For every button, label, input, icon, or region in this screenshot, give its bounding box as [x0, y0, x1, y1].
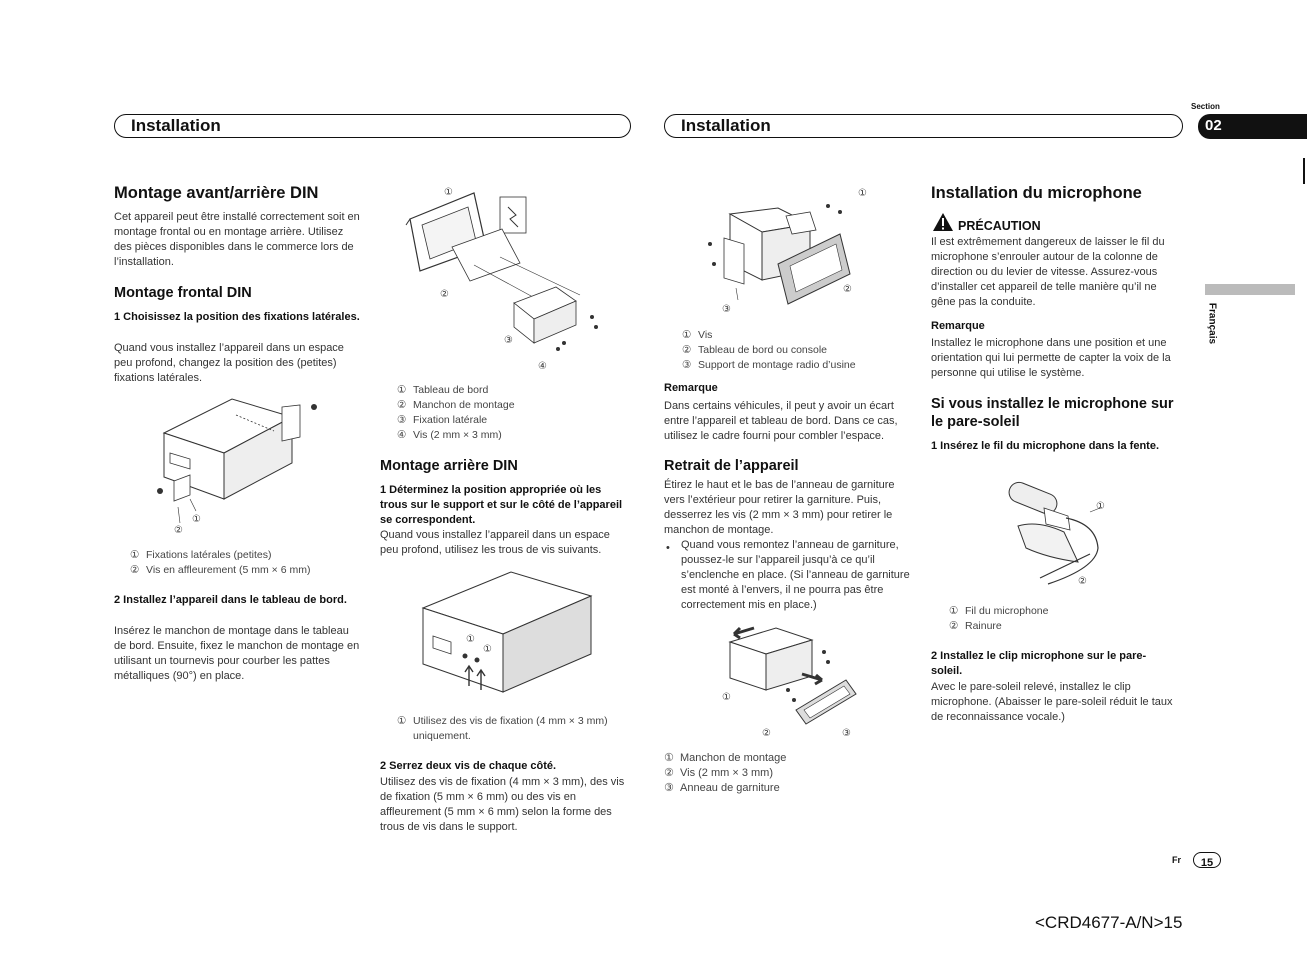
front-fig-label-2: ② — [174, 525, 183, 535]
caption-item: ① Utilisez des vis de fixation (4 mm × 3 mm) uniquement. — [397, 715, 608, 742]
caption-item: ① Fixations latérales (petites) — [130, 549, 272, 561]
col4-step2-title: 2 Installez le clip microphone sur le pare-soleil. — [931, 650, 1147, 677]
language-tab — [1205, 284, 1295, 295]
caption-item: ① Tableau de bord — [397, 384, 489, 396]
removal-fig-label-2: ② — [762, 728, 771, 739]
col1-step1-title: 1 Choisissez la position des fixations latérales. — [114, 311, 360, 323]
dash-fig-label-2: ② — [440, 289, 449, 300]
side-tab-line — [1303, 158, 1305, 184]
col4-step1-title: 1 Insérez le fil du microphone dans la fente. — [931, 440, 1159, 452]
col3-bullet-dot: • — [666, 542, 670, 554]
caption-item: ② Rainure — [949, 620, 1002, 632]
caption-item: ② Vis (2 mm × 3 mm) — [664, 767, 774, 779]
caption-item: ② Tableau de bord ou console — [682, 344, 828, 356]
caption-item: ① Fil du microphone — [949, 605, 1049, 617]
mic-fig-label-1: ① — [1096, 501, 1105, 512]
col1-intro: Cet appareil peut être installé correctement soit en montage frontal ou en montage arrière. Utilisez des pièces disponibles dans le commerce lors de l’installation. — [114, 211, 360, 268]
col1-fig-caption — [130, 548, 310, 578]
removal-figure — [716, 618, 866, 742]
dashboard-sleeve-figure — [404, 185, 604, 373]
rear-fig-label-1b: ① — [483, 644, 492, 655]
dash-fig-label-4: ④ — [538, 361, 547, 372]
col2-subtitle: Montage arrière DIN — [380, 458, 518, 474]
section-header-right: Installation — [664, 114, 1183, 138]
front-mount-figure — [150, 395, 330, 535]
mic-fig-label-2: ② — [1078, 576, 1087, 587]
caption-item: ② Manchon de montage — [397, 399, 515, 411]
front-fig-label-1: ① — [192, 514, 201, 525]
caption-item: ② Vis en affleurement (5 mm × 6 mm) — [130, 564, 311, 576]
bracket-fig-label-1: ① — [858, 188, 867, 199]
language-tab-label: Français — [1206, 302, 1218, 345]
col1-step2-title: 2 Installez l’appareil dans le tableau de bord. — [114, 594, 347, 606]
col1-step1-text: Quand vous installez l’appareil dans un espace peu profond, changez la position des (petites) fixations latérales. — [114, 342, 344, 384]
col3-remark-title: Remarque — [664, 382, 718, 394]
col2-step1-text: Quand vous installez l’appareil dans un espace peu profond, utilisez les trous de vis suivants. — [380, 529, 610, 556]
removal-fig-label-1: ① — [722, 692, 731, 703]
section-header-left: Installation — [114, 114, 631, 138]
col2-fig2-caption — [397, 714, 627, 744]
col4-remark-text: Installez le microphone dans une position et une orientation qui lui permette de capter la voix de la personne qui utilise le système. — [931, 337, 1171, 379]
section-number-badge — [1198, 114, 1307, 139]
col2-step1-title: 1 Déterminez la position appropriée où les trous sur le support et sur le côté de l’appareil se correspondent. — [380, 484, 623, 526]
page-number-badge — [1193, 852, 1221, 868]
doc-code: <CRD4677-A/N>15 — [1035, 913, 1183, 932]
caption-item: ③ Anneau de garniture — [664, 782, 780, 794]
caution-text: Il est extrêmement dangereux de laisser le fil du microphone s’enrouler autour de la colonne de direction ou du levier de vitesse. Assurez-vous d’installer cet appareil de telle manière qu’il ne gêne pas la conduite. — [931, 236, 1165, 308]
caption-item: ① Vis — [682, 329, 713, 341]
col3-bullet: Quand vous remontez l’anneau de garniture, poussez-le sur l’appareil jusqu’à ce qu’il s’enclenche en place. (Si l’anneau de garniture est monté à l’envers, il ne pourra pas être correctement mis en place.) — [681, 539, 910, 611]
page-number: 15 — [1200, 857, 1214, 869]
col1-subtitle: Montage frontal DIN — [114, 285, 252, 301]
col3-fig2-caption — [664, 751, 786, 796]
col4-subtitle: Si vous installez le microphone sur le pare-soleil — [931, 396, 1174, 430]
section-label: Section — [1191, 102, 1220, 111]
col2-step2-title: 2 Serrez deux vis de chaque côté. — [380, 760, 557, 772]
col1-title: Montage avant/arrière DIN — [114, 184, 319, 202]
caption-item: ① Manchon de montage — [664, 752, 787, 764]
col4-remark-title: Remarque — [931, 320, 985, 332]
col4-fig-caption — [949, 604, 1048, 634]
col2-fig1-caption — [397, 383, 515, 443]
caution-title: PRÉCAUTION — [958, 219, 1041, 233]
dash-fig-label-3: ③ — [504, 335, 513, 346]
col1-step2-text: Insérez le manchon de montage dans le tableau de bord. Ensuite, fixez le manchon de montage en utilisant un tournevis pour courber les pattes métalliques (90°) en place. — [114, 625, 360, 682]
col3-remark-text: Dans certains véhicules, il peut y avoir un écart entre l’appareil et tableau de bord. Dans ce cas, utilisez le cadre fourni pour combler l’espace. — [664, 400, 898, 442]
caption-item: ③ Support de montage radio d’usine — [682, 359, 856, 371]
section-number: 02 — [1205, 117, 1222, 134]
bracket-fig-label-2: ② — [843, 284, 852, 295]
bracket-fig-label-3: ③ — [722, 304, 731, 315]
col3-subtitle: Retrait de l’appareil — [664, 458, 799, 474]
footer-lang-code: Fr — [1172, 855, 1181, 865]
warning-icon — [932, 212, 954, 232]
microphone-figure — [1000, 478, 1118, 588]
factory-bracket-figure — [700, 184, 880, 316]
dash-fig-label-1: ① — [444, 187, 453, 198]
col4-title: Installation du microphone — [931, 184, 1142, 202]
caption-item: ④ Vis (2 mm × 3 mm) — [397, 429, 502, 441]
rear-fig-label-1a: ① — [466, 634, 475, 645]
col2-step2-text: Utilisez des vis de fixation (4 mm × 3 mm), des vis de fixation (5 mm × 6 mm) ou des vis en affleurement (5 mm × 6 mm) selon la forme des trous de vis dans le support. — [380, 776, 625, 833]
col4-step2-text: Avec le pare-soleil relevé, installez le clip microphone. (Abaisser le pare-soleil réduit le taux de reconnaissance vocale.) — [931, 681, 1173, 723]
col3-text: Étirez le haut et le bas de l’anneau de garniture vers l’extérieur pour retirer la garniture. Puis, desserrez les vis (2 mm × 3 mm) pour retirer le manchon de montage. — [664, 479, 895, 536]
col3-fig1-caption — [682, 328, 856, 373]
rear-mount-figure — [415, 568, 605, 708]
removal-fig-label-3: ③ — [842, 728, 851, 739]
caption-item: ③ Fixation latérale — [397, 414, 488, 426]
